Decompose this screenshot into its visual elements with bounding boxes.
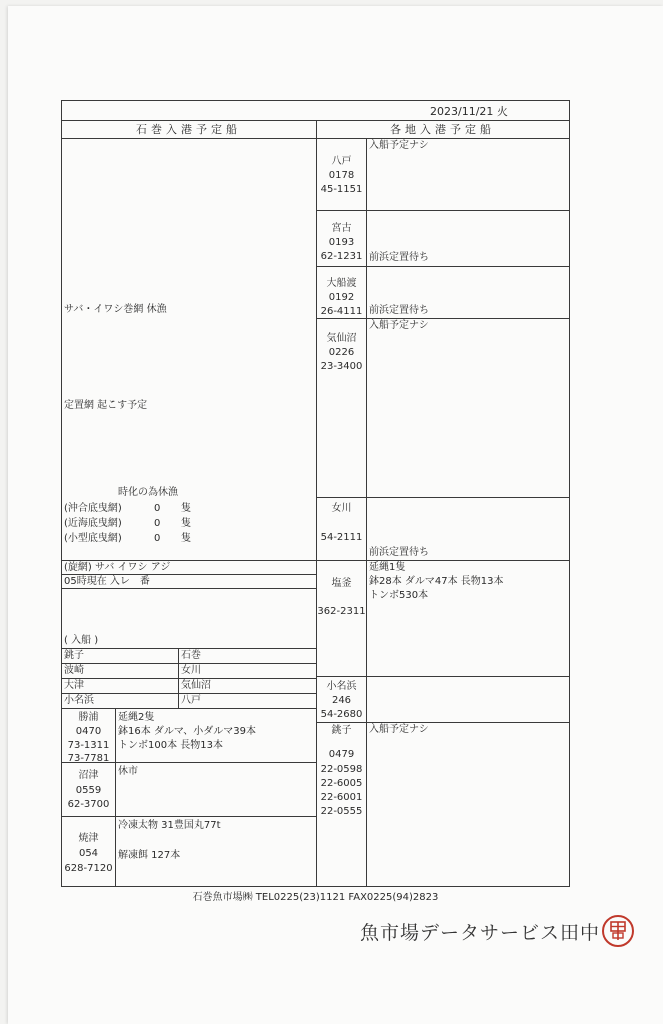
frame-left-line [61,100,62,886]
right-row-line [316,266,569,267]
left-row-line [61,693,316,694]
ship-from-port: 大津 [64,680,84,691]
right-port-status: 延縄1隻 [369,562,406,573]
right-port-phone: 45-1151 [320,184,363,195]
left-port-name: 沼津 [78,770,99,781]
right-port-phone: 0192 [328,292,355,303]
left-port-line: 鉢16本 ダルマ、小ダルマ39本 [118,726,257,737]
right-port-status: 前浜定置待ち [369,252,429,263]
right-port-name: 宮古 [331,223,352,234]
right-port-phone: 26-4111 [320,306,363,317]
right-port-name: 八戸 [331,156,352,167]
right-port-status: 鉢28本 ダルマ47本 長物13本 [369,576,504,587]
right-inner-divider [366,138,367,886]
left-row-line [61,663,316,664]
right-port-status: 入船予定ナシ [369,724,429,735]
left-port-line: 冷凍太物 31豊国丸77t [118,820,221,831]
trawler-count: 0 [154,518,161,529]
right-row-line [316,560,569,561]
left-row-line [61,574,316,575]
right-port-phone: 22-0598 [320,764,363,775]
right-port-status: 入船予定ナシ [369,320,429,331]
left-row-line [61,678,316,679]
purse-seine-note: サバ・イワシ巻網 休漁 [64,304,167,315]
right-column-header: 各地入港予定船 [390,123,495,136]
right-row-line [316,722,569,723]
left-port-phone: 628-7120 [64,863,113,874]
trawler-count: 0 [154,533,161,544]
left-port-phone: 62-3700 [67,799,110,810]
ship-port-divider [178,648,179,708]
right-port-phone: 0193 [328,237,355,248]
set-net-note: 定置網 起こす予定 [64,400,148,411]
trawler-name: (沖合底曳網) [64,503,122,514]
ship-to-port: 八戸 [181,695,201,706]
right-row-line [316,210,569,211]
left-row-line [61,588,316,589]
right-port-phone: 0178 [328,170,355,181]
trawler-unit: 隻 [181,503,191,514]
left-port-phone: 0470 [75,726,102,737]
left-port-phone: 0559 [75,785,102,796]
right-port-phone: 246 [331,695,352,706]
ship-from-port: 波崎 [64,665,84,676]
right-port-phone: 362-2311 [317,606,366,617]
time-row: 05時現在 入レ 番 [64,576,150,587]
right-port-phone: 62-1231 [320,251,363,262]
right-port-phone: 54-2111 [320,532,363,543]
right-port-status: 前浜定置待ち [369,547,429,558]
ship-from-port: 小名浜 [64,695,94,706]
right-port-status: トンボ530本 [369,590,429,601]
report-date: 2023/11/21 火 [430,105,508,118]
right-port-phone: 22-0555 [320,806,363,817]
left-port-line: 延縄2隻 [118,712,155,723]
right-port-name: 銚子 [331,725,352,736]
ship-to-port: 気仙沼 [181,680,211,691]
right-row-line [316,318,569,319]
right-port-status: 入船予定ナシ [369,140,429,151]
trawler-name: (近海底曳網) [64,518,122,529]
right-port-phone: 22-6001 [320,792,363,803]
frame-bottom-line [61,886,570,887]
frame-right-line [569,100,570,886]
ship-to-port: 女川 [181,665,201,676]
left-port-divider [115,708,116,886]
right-port-phone: 0479 [328,749,355,760]
trawler-name: (小型底曳網) [64,533,122,544]
right-port-name: 女川 [331,503,352,514]
right-row-line [316,676,569,677]
ship-to-port: 石巻 [181,650,201,661]
left-column-header: 石巻入港予定船 [136,123,241,136]
right-port-status: 前浜定置待ち [369,305,429,316]
left-row-line [61,648,316,649]
seine-row: (旋網) サバ イワシ アジ [64,562,171,573]
right-port-name: 塩釜 [331,578,352,589]
arrivals-title: ( 入船 ) [64,635,99,646]
left-port-phone: 73-7781 [67,753,110,764]
left-port-phone: 73-1311 [67,740,110,751]
storm-title: 時化の為休漁 [118,487,178,498]
left-port-phone: 054 [78,848,99,859]
right-port-phone: 22-6005 [320,778,363,789]
ship-from-port: 銚子 [64,650,84,661]
right-port-phone: 54-2680 [320,709,363,720]
left-port-line: 休市 [118,766,138,777]
right-port-name: 小名浜 [326,681,357,692]
left-port-line: 解凍餌 127本 [118,850,181,861]
right-port-name: 気仙沼 [326,333,357,344]
right-port-phone: 0226 [328,347,355,358]
left-port-name: 焼津 [78,833,99,844]
left-port-name: 勝浦 [78,712,99,723]
right-port-phone: 23-3400 [320,361,363,372]
red-seal-stamp [601,914,635,948]
right-row-line [316,497,569,498]
left-row-line [61,708,316,709]
trawler-unit: 隻 [181,518,191,529]
left-row-line [61,816,316,817]
footer-contact: 石巻魚市場㈱ TEL0225(23)1121 FAX0225(94)2823 [192,892,439,903]
left-row-line [61,560,316,561]
frame-top-line [61,100,570,101]
trawler-unit: 隻 [181,533,191,544]
trawler-count: 0 [154,503,161,514]
left-port-line: トンボ100本 長物13本 [118,740,223,751]
right-port-name: 大船渡 [326,278,357,289]
handwritten-signature: 魚市場データサービス田中 [360,922,601,944]
